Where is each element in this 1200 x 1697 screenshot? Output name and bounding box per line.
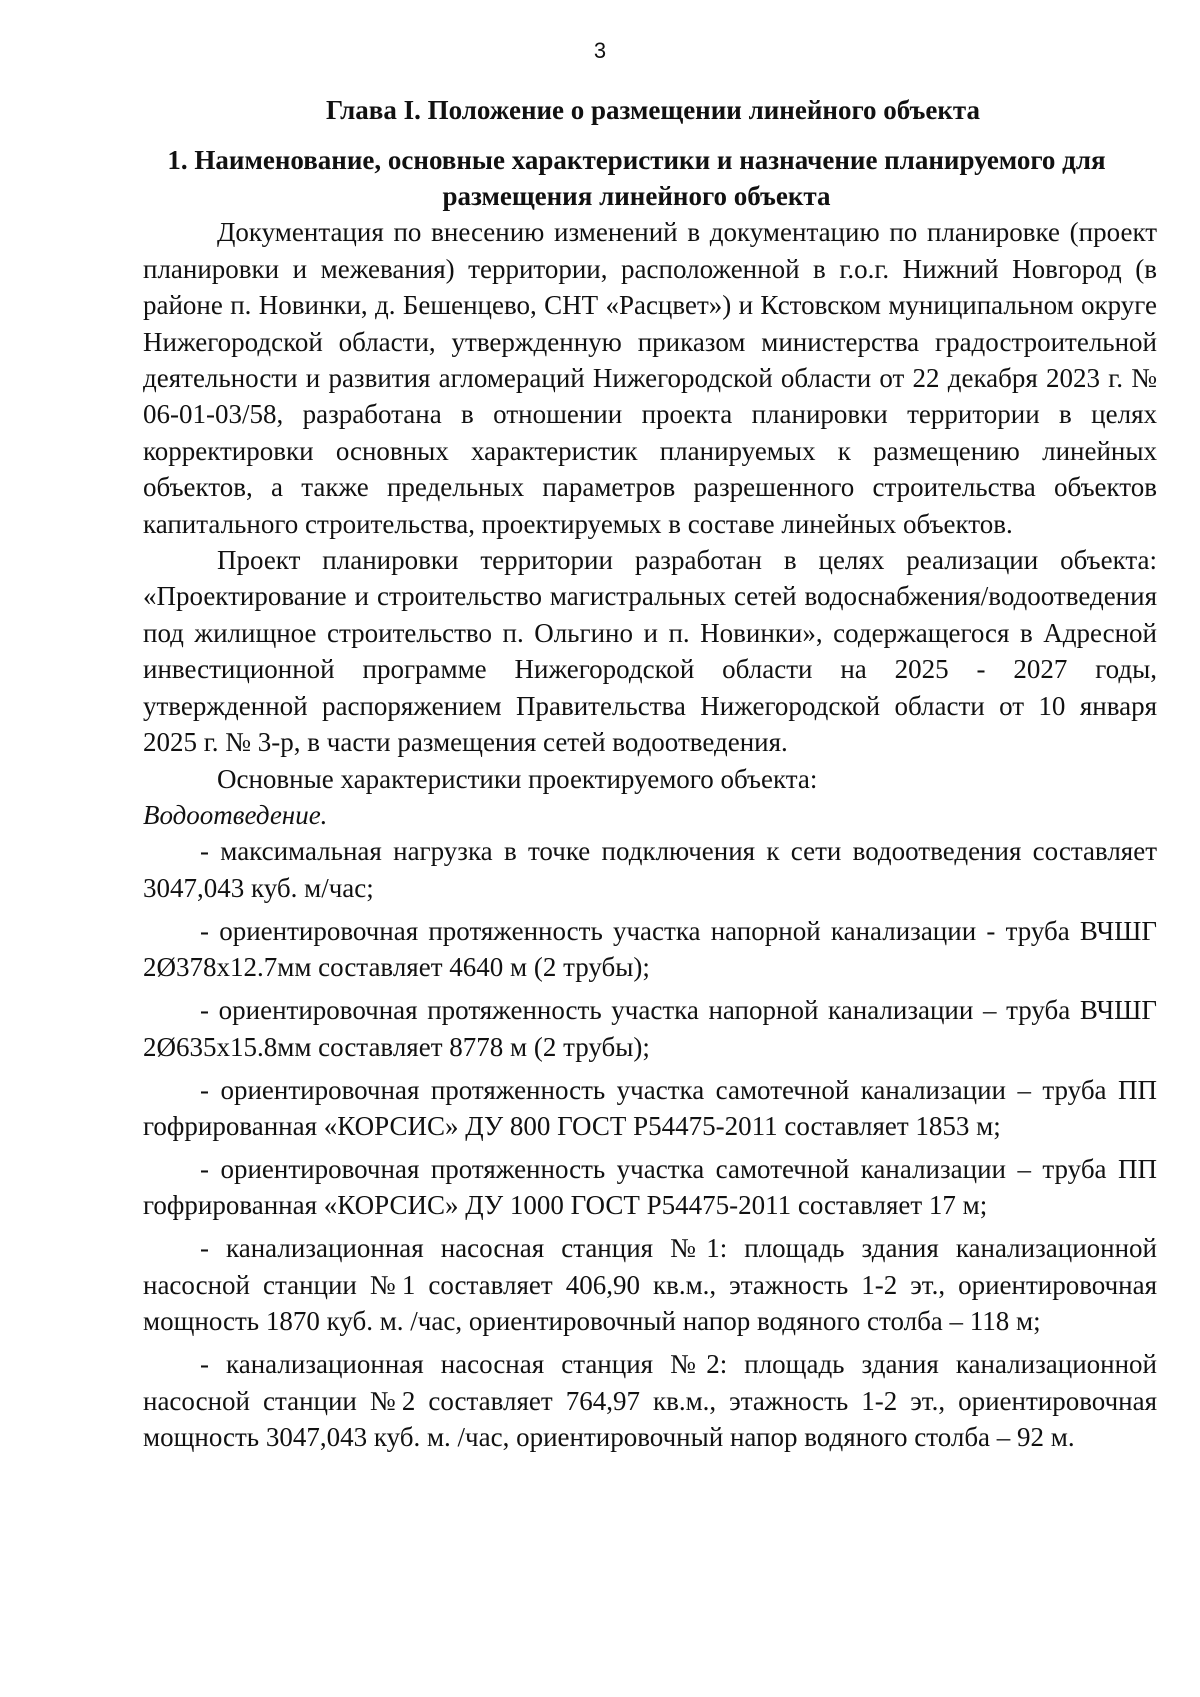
- list-item: - ориентировочная протяженность участка самотечной канализации – труба ПП гофрированная «КОРСИС» ДУ 1000 ГОСТ Р54475-2011 составляет 17 м;: [143, 1153, 1157, 1221]
- paragraph: Основные характеристики проектируемого объекта:: [217, 763, 818, 794]
- list-item: - канализационная насосная станция №1: площадь здания канализационной насосной станции №1 составляет 406,90 кв.м., этажность 1-2 эт., ориентировочная мощность 1870 куб. м. /час, ориентировочный напор водяного столба – 118 м;: [143, 1233, 1157, 1337]
- list-item: - канализационная насосная станция №2: площадь здания канализационной насосной станции №2 составляет 764,97 кв.м., этажность 1-2 эт., ориентировочная мощность 3047,043 куб. м. /час, ориентировочный напор водяного столба – 92 м.: [143, 1349, 1157, 1452]
- list-item: - максимальная нагрузка в точке подключения к сети водоотведения составляет 3047,043 куб. м/час;: [143, 836, 1157, 903]
- page-number: 3: [593, 38, 607, 63]
- list-item: - ориентировочная протяженность участка напорной канализации - труба ВЧШГ 2Ø378x12.7мм составляет 4640 м (2 трубы);: [143, 915, 1157, 983]
- chapter-title: Глава I. Положение о размещении линейного объекта: [326, 95, 980, 125]
- document-body: [143, 92, 1157, 1462]
- list-item: - ориентировочная протяженность участка напорной канализации – труба ВЧШГ 2Ø635x15.8мм составляет 8778 м (2 трубы);: [143, 995, 1157, 1062]
- paragraph: Проект планировки территории разработан в целях реализации объекта: «Проектирование и строительство магистральных сетей водоснабжения/водоотведения под жилищное строительство п. Ольгино и п. Новинки», содержащегося в Адресной инвестиционной программе Нижегородской области на 2025 - 2027 годы, утвержденной распоряжением Правительства Нижегородской области от 10 января 2025 г. № 3-р, в части размещения сетей водоотведения.: [143, 545, 1157, 758]
- list-item: - ориентировочная протяженность участка самотечной канализации – труба ПП гофрированная «КОРСИС» ДУ 800 ГОСТ Р54475-2011 составляет 1853 м;: [143, 1074, 1157, 1141]
- subheading: Водоотведение.: [143, 799, 328, 830]
- paragraph: Документация по внесению изменений в документацию по планировке (проект планировки и межевания) территории, расположенной в г.о.г. Нижний Новгород (в районе п. Новинки, д. Бешенцево, СНТ «Расцвет») и Кстовском муниципальном округе Нижегородской области, утвержденную приказом министерства градостроительной деятельности и развития агломераций Нижегородской области от 22 декабря 2023 г. № 06-01-03/58, разработана в отношении проекта планировки территории в целях корректировки основных характеристик планируемых к размещению линейных объектов, а также предельных параметров разрешенного строительства объектов капитального строительства, проектируемых в составе линейных объектов.: [143, 217, 1157, 539]
- section-heading: 1. Наименование, основные характеристики и назначение планируемого для размещения линейного объекта: [167, 145, 1106, 212]
